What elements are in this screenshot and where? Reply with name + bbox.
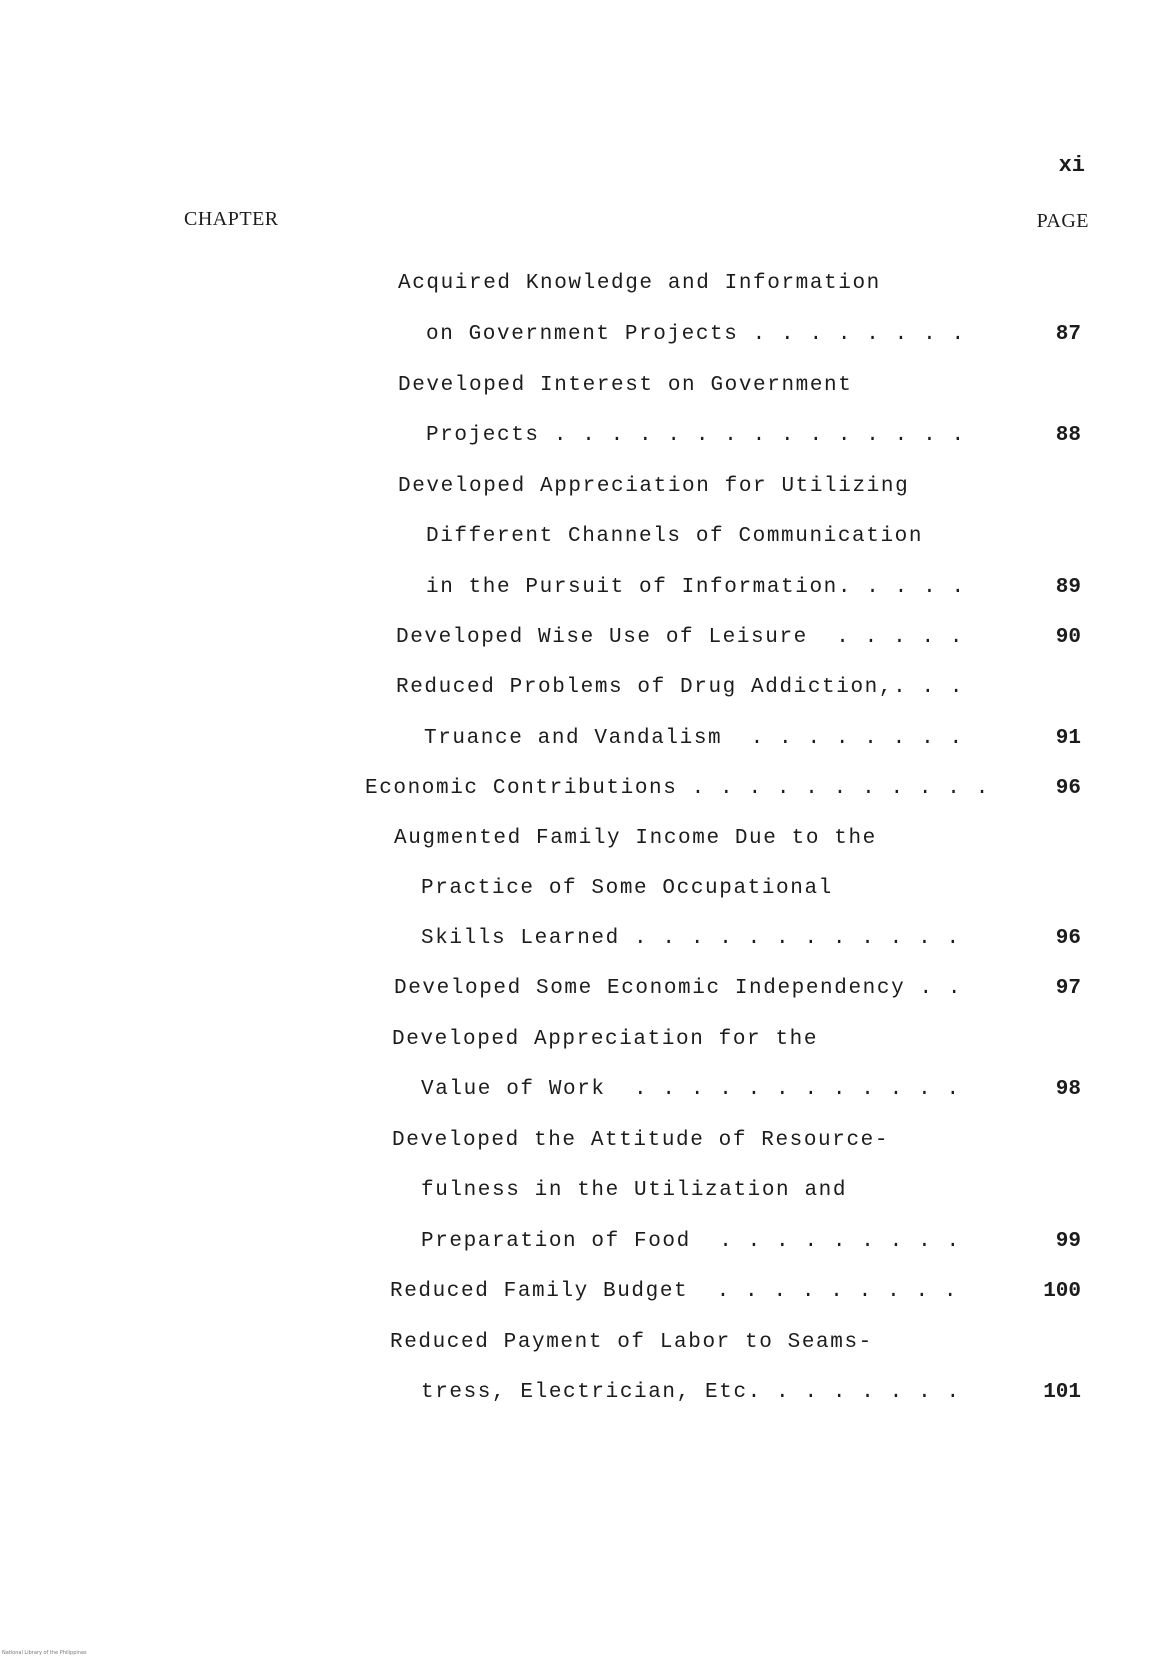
toc-page-number: 88 [1055, 424, 1081, 447]
toc-entry: Developed Appreciation for Utilizing [398, 475, 910, 498]
toc-entry: tress, Electrician, Etc. . . . . . . . [421, 1381, 961, 1404]
toc-entry: Economic Contributions . . . . . . . . . . . [365, 777, 990, 800]
footer-watermark: National Library of the Philippines [2, 1650, 87, 1656]
toc-page-number: 96 [1055, 777, 1081, 800]
toc-page-number: 98 [1055, 1078, 1081, 1101]
toc-entry: Augmented Family Income Due to the [394, 827, 877, 850]
toc-entry: Developed Wise Use of Leisure . . . . . [396, 626, 965, 649]
toc-entry: Reduced Payment of Labor to Seams- [390, 1331, 873, 1354]
toc-entry: on Government Projects . . . . . . . . [426, 323, 966, 346]
toc-entry: Projects . . . . . . . . . . . . . . . [426, 424, 966, 447]
toc-page-number: 89 [1055, 576, 1081, 599]
toc-entry: fulness in the Utilization and [421, 1179, 848, 1202]
toc-page-number: 91 [1055, 727, 1081, 750]
toc-entry: Reduced Problems of Drug Addiction,. . . [396, 676, 965, 699]
toc-entry: Skills Learned . . . . . . . . . . . . [421, 927, 961, 950]
toc-page-number: 96 [1055, 927, 1081, 950]
toc-page-number: 97 [1055, 977, 1081, 1000]
chapter-column-heading: CHAPTER [184, 208, 279, 230]
toc-page-number: 90 [1055, 626, 1081, 649]
toc-page-number: 99 [1055, 1230, 1081, 1253]
toc-entry: Preparation of Food . . . . . . . . . [421, 1230, 961, 1253]
toc-entry: Reduced Family Budget . . . . . . . . . [390, 1280, 959, 1303]
toc-page-number: 87 [1055, 323, 1081, 346]
toc-entry: Truance and Vandalism . . . . . . . . [424, 727, 964, 750]
toc-entry: in the Pursuit of Information. . . . . [426, 576, 966, 599]
page-number: xi [1058, 153, 1085, 178]
page-column-heading: PAGE [1036, 210, 1089, 232]
toc-entry: Practice of Some Occupational [421, 877, 833, 900]
toc-page-number: 101 [1043, 1381, 1081, 1404]
toc-entry: Acquired Knowledge and Information [398, 272, 881, 295]
toc-entry: Developed the Attitude of Resource- [392, 1129, 890, 1152]
toc-entry: Developed Appreciation for the [392, 1028, 819, 1051]
toc-page-number: 100 [1043, 1280, 1081, 1303]
toc-entry: Different Channels of Communication [426, 525, 924, 548]
toc-entry: Developed Interest on Government [398, 374, 853, 397]
toc-entry: Developed Some Economic Independency . . [394, 977, 963, 1000]
toc-entry: Value of Work . . . . . . . . . . . . [421, 1078, 961, 1101]
